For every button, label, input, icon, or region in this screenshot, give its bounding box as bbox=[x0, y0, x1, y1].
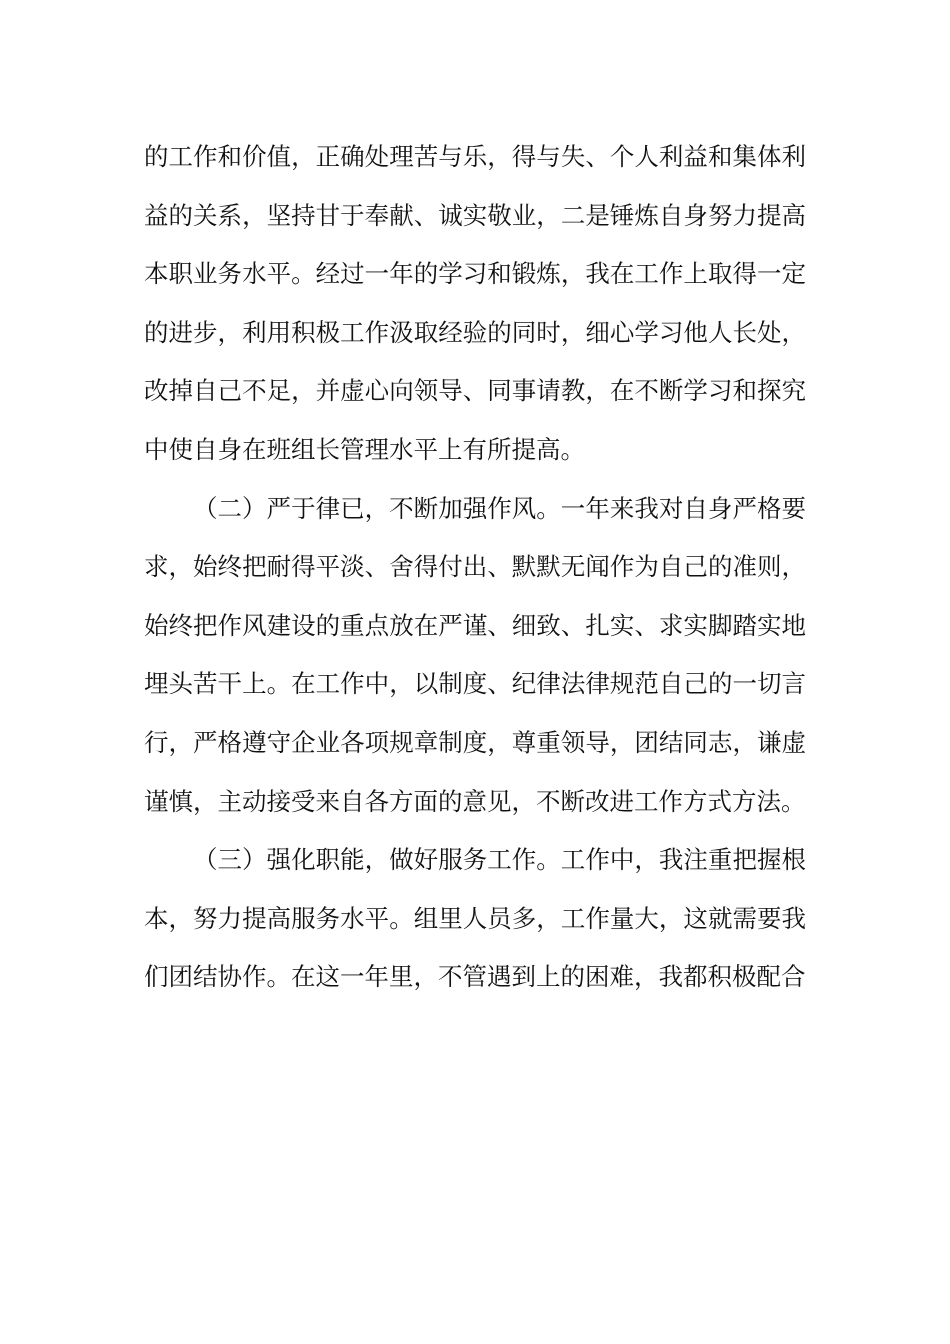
document-body bbox=[144, 128, 806, 1007]
paragraph-continuation: 的工作和价值，正确处理苦与乐，得与失、个人利益和集体利益的关系，坚持甘于奉献、诚实敬业，二是锤炼自身努力提高本职业务水平。经过一年的学习和锻炼，我在工作上取得一定的进步，利用积极工作汲取经验的同时，细心学习他人长处，改掉自己不足，并虚心向领导、同事请教，在不断学习和探究中使自身在班组长管理水平上有所提高。 bbox=[144, 142, 806, 464]
paragraph-section-three: （三）强化职能，做好服务工作。工作中，我注重把握根本，努力提高服务水平。组里人员多，工作量大，这就需要我们团结协作。在这一年里，不管遇到上的困难，我都积极配合 bbox=[144, 845, 806, 992]
paragraph-section-two: （二）严于律已，不断加强作风。一年来我对自身严格要求，始终把耐得平淡、舍得付出、默默无闻作为自己的准则，始终把作风建设的重点放在严谨、细致、扎实、求实脚踏实地埋头苦干上。在工作中，以制度、纪律法律规范自己的一切言行，严格遵守企业各项规章制度，尊重领导，团结同志，谦虚谨慎，主动接受来自各方面的意见，不断改进工作方式方法。 bbox=[144, 493, 806, 816]
